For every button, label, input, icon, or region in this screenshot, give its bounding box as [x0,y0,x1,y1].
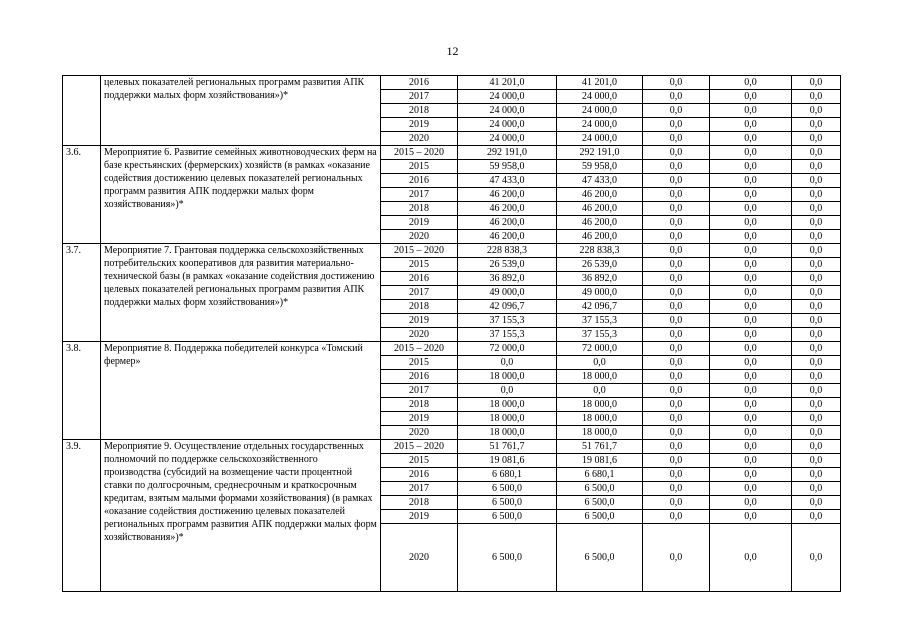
federal-budget-cell: 0,0 [643,314,710,328]
other-sources-cell: 0,0 [792,244,841,258]
total-cell: 6 500,0 [458,482,557,496]
table-row [63,76,841,90]
total-cell: 0,0 [458,356,557,370]
regional-budget-cell: 24 000,0 [557,90,643,104]
period-cell: 2020 [381,230,458,244]
local-budget-cell: 0,0 [710,496,792,510]
federal-budget-cell: 0,0 [643,412,710,426]
total-cell: 18 000,0 [458,370,557,384]
total-cell: 19 081,6 [458,454,557,468]
federal-budget-cell: 0,0 [643,482,710,496]
regional-budget-cell: 19 081,6 [557,454,643,468]
local-budget-cell: 0,0 [710,454,792,468]
federal-budget-cell: 0,0 [643,146,710,160]
federal-budget-cell: 0,0 [643,454,710,468]
regional-budget-cell: 292 191,0 [557,146,643,160]
local-budget-cell: 0,0 [710,356,792,370]
period-cell: 2019 [381,216,458,230]
other-sources-cell: 0,0 [792,146,841,160]
regional-budget-cell: 24 000,0 [557,132,643,146]
item-number: 3.6. [63,146,101,244]
other-sources-cell: 0,0 [792,342,841,356]
local-budget-cell: 0,0 [710,258,792,272]
total-cell: 18 000,0 [458,412,557,426]
federal-budget-cell: 0,0 [643,398,710,412]
period-cell: 2015 – 2020 [381,244,458,258]
other-sources-cell: 0,0 [792,160,841,174]
regional-budget-cell: 36 892,0 [557,272,643,286]
period-cell: 2016 [381,370,458,384]
regional-budget-cell: 18 000,0 [557,412,643,426]
total-cell: 51 761,7 [458,440,557,454]
local-budget-cell: 0,0 [710,412,792,426]
period-cell: 2017 [381,90,458,104]
total-cell: 49 000,0 [458,286,557,300]
table-row [63,244,841,258]
local-budget-cell: 0,0 [710,188,792,202]
federal-budget-cell: 0,0 [643,370,710,384]
federal-budget-cell: 0,0 [643,90,710,104]
other-sources-cell: 0,0 [792,524,841,592]
other-sources-cell: 0,0 [792,258,841,272]
period-cell: 2017 [381,188,458,202]
period-cell: 2017 [381,286,458,300]
local-budget-cell: 0,0 [710,524,792,592]
regional-budget-cell: 26 539,0 [557,258,643,272]
other-sources-cell: 0,0 [792,370,841,384]
other-sources-cell: 0,0 [792,272,841,286]
total-cell: 24 000,0 [458,90,557,104]
regional-budget-cell: 18 000,0 [557,370,643,384]
item-name: Мероприятие 8. Поддержка победителей конкурса «Томский фермер» [101,342,381,440]
other-sources-cell: 0,0 [792,510,841,524]
total-cell: 42 096,7 [458,300,557,314]
other-sources-cell: 0,0 [792,76,841,90]
total-cell: 46 200,0 [458,202,557,216]
total-cell: 6 500,0 [458,510,557,524]
period-cell: 2015 – 2020 [381,440,458,454]
item-number: 3.9. [63,440,101,592]
federal-budget-cell: 0,0 [643,286,710,300]
federal-budget-cell: 0,0 [643,202,710,216]
period-cell: 2015 [381,258,458,272]
regional-budget-cell: 37 155,3 [557,314,643,328]
regional-budget-cell: 49 000,0 [557,286,643,300]
federal-budget-cell: 0,0 [643,104,710,118]
regional-budget-cell: 46 200,0 [557,230,643,244]
regional-budget-cell: 46 200,0 [557,216,643,230]
item-name: целевых показателей региональных программ развития АПК поддержки малых форм хозяйствования»)* [101,76,381,146]
period-cell: 2017 [381,482,458,496]
period-cell: 2016 [381,468,458,482]
federal-budget-cell: 0,0 [643,356,710,370]
local-budget-cell: 0,0 [710,426,792,440]
period-cell: 2015 [381,160,458,174]
local-budget-cell: 0,0 [710,216,792,230]
federal-budget-cell: 0,0 [643,132,710,146]
regional-budget-cell: 42 096,7 [557,300,643,314]
local-budget-cell: 0,0 [710,510,792,524]
item-name: Мероприятие 6. Развитие семейных животноводческих ферм на базе крестьянских (фермерских) хозяйств (в рамках «оказание содействия достижению целевых показателей региональных программ развития АПК поддержки малых форм хозяйствования»)* [101,146,381,244]
total-cell: 72 000,0 [458,342,557,356]
local-budget-cell: 0,0 [710,202,792,216]
federal-budget-cell: 0,0 [643,188,710,202]
local-budget-cell: 0,0 [710,160,792,174]
other-sources-cell: 0,0 [792,132,841,146]
federal-budget-cell: 0,0 [643,76,710,90]
period-cell: 2018 [381,104,458,118]
federal-budget-cell: 0,0 [643,272,710,286]
local-budget-cell: 0,0 [710,468,792,482]
period-cell: 2020 [381,132,458,146]
other-sources-cell: 0,0 [792,90,841,104]
other-sources-cell: 0,0 [792,482,841,496]
other-sources-cell: 0,0 [792,412,841,426]
other-sources-cell: 0,0 [792,202,841,216]
item-number: 3.8. [63,342,101,440]
federal-budget-cell: 0,0 [643,216,710,230]
item-name: Мероприятие 7. Грантовая поддержка сельскохозяйственных потребительских кооперативов для развития материально-технической базы (в рамках «оказание содействия достижению целевых показателей региональных программ развития АПК поддержки малых форм хозяйствования»)* [101,244,381,342]
period-cell: 2019 [381,118,458,132]
other-sources-cell: 0,0 [792,398,841,412]
total-cell: 0,0 [458,384,557,398]
total-cell: 24 000,0 [458,132,557,146]
regional-budget-cell: 47 433,0 [557,174,643,188]
regional-budget-cell: 6 500,0 [557,510,643,524]
period-cell: 2020 [381,328,458,342]
federal-budget-cell: 0,0 [643,244,710,258]
federal-budget-cell: 0,0 [643,468,710,482]
local-budget-cell: 0,0 [710,300,792,314]
federal-budget-cell: 0,0 [643,160,710,174]
total-cell: 47 433,0 [458,174,557,188]
regional-budget-cell: 46 200,0 [557,202,643,216]
other-sources-cell: 0,0 [792,230,841,244]
other-sources-cell: 0,0 [792,188,841,202]
regional-budget-cell: 228 838,3 [557,244,643,258]
regional-budget-cell: 6 500,0 [557,496,643,510]
local-budget-cell: 0,0 [710,370,792,384]
local-budget-cell: 0,0 [710,328,792,342]
federal-budget-cell: 0,0 [643,258,710,272]
regional-budget-cell: 0,0 [557,384,643,398]
period-cell: 2016 [381,174,458,188]
item-number: 3.7. [63,244,101,342]
federal-budget-cell: 0,0 [643,510,710,524]
regional-budget-cell: 41 201,0 [557,76,643,90]
other-sources-cell: 0,0 [792,286,841,300]
federal-budget-cell: 0,0 [643,426,710,440]
period-cell: 2018 [381,300,458,314]
federal-budget-cell: 0,0 [643,300,710,314]
other-sources-cell: 0,0 [792,314,841,328]
table-row [63,146,841,160]
regional-budget-cell: 0,0 [557,356,643,370]
regional-budget-cell: 6 680,1 [557,468,643,482]
budget-table-body [63,76,841,592]
period-cell: 2019 [381,314,458,328]
total-cell: 228 838,3 [458,244,557,258]
period-cell: 2015 – 2020 [381,146,458,160]
local-budget-cell: 0,0 [710,286,792,300]
local-budget-cell: 0,0 [710,76,792,90]
period-cell: 2019 [381,510,458,524]
period-cell: 2015 [381,356,458,370]
other-sources-cell: 0,0 [792,468,841,482]
local-budget-cell: 0,0 [710,146,792,160]
federal-budget-cell: 0,0 [643,496,710,510]
federal-budget-cell: 0,0 [643,174,710,188]
regional-budget-cell: 24 000,0 [557,118,643,132]
other-sources-cell: 0,0 [792,118,841,132]
total-cell: 36 892,0 [458,272,557,286]
period-cell: 2020 [381,426,458,440]
other-sources-cell: 0,0 [792,440,841,454]
table-row [63,342,841,356]
other-sources-cell: 0,0 [792,496,841,510]
period-cell: 2020 [381,524,458,592]
regional-budget-cell: 6 500,0 [557,482,643,496]
local-budget-cell: 0,0 [710,174,792,188]
total-cell: 26 539,0 [458,258,557,272]
total-cell: 24 000,0 [458,104,557,118]
federal-budget-cell: 0,0 [643,328,710,342]
other-sources-cell: 0,0 [792,216,841,230]
total-cell: 37 155,3 [458,314,557,328]
local-budget-cell: 0,0 [710,230,792,244]
total-cell: 37 155,3 [458,328,557,342]
local-budget-cell: 0,0 [710,314,792,328]
total-cell: 46 200,0 [458,230,557,244]
local-budget-cell: 0,0 [710,272,792,286]
other-sources-cell: 0,0 [792,454,841,468]
federal-budget-cell: 0,0 [643,440,710,454]
regional-budget-cell: 59 958,0 [557,160,643,174]
other-sources-cell: 0,0 [792,328,841,342]
period-cell: 2019 [381,412,458,426]
period-cell: 2015 [381,454,458,468]
period-cell: 2018 [381,202,458,216]
regional-budget-cell: 18 000,0 [557,398,643,412]
local-budget-cell: 0,0 [710,104,792,118]
regional-budget-cell: 46 200,0 [557,188,643,202]
total-cell: 6 500,0 [458,496,557,510]
local-budget-cell: 0,0 [710,244,792,258]
regional-budget-cell: 51 761,7 [557,440,643,454]
budget-table [62,75,841,592]
local-budget-cell: 0,0 [710,482,792,496]
regional-budget-cell: 24 000,0 [557,104,643,118]
period-cell: 2018 [381,496,458,510]
total-cell: 46 200,0 [458,216,557,230]
regional-budget-cell: 37 155,3 [557,328,643,342]
local-budget-cell: 0,0 [710,342,792,356]
period-cell: 2015 – 2020 [381,342,458,356]
regional-budget-cell: 18 000,0 [557,426,643,440]
total-cell: 59 958,0 [458,160,557,174]
federal-budget-cell: 0,0 [643,342,710,356]
total-cell: 18 000,0 [458,426,557,440]
total-cell: 6 500,0 [458,524,557,592]
total-cell: 6 680,1 [458,468,557,482]
item-name: Мероприятие 9. Осуществление отдельных государственных полномочий по поддержке сельскохозяйственного производства (субсидий на возмещение части процентной ставки по долгосрочным, среднесрочным и краткосрочным кредитам, взятым малыми формами хозяйствования) (в рамках «оказание содействия достижению целевых показателей региональных программ развития АПК поддержки малых форм хозяйствования»)* [101,440,381,592]
total-cell: 41 201,0 [458,76,557,90]
table-row [63,440,841,454]
other-sources-cell: 0,0 [792,104,841,118]
local-budget-cell: 0,0 [710,384,792,398]
local-budget-cell: 0,0 [710,440,792,454]
item-number [63,76,101,146]
local-budget-cell: 0,0 [710,132,792,146]
period-cell: 2016 [381,272,458,286]
period-cell: 2018 [381,398,458,412]
local-budget-cell: 0,0 [710,90,792,104]
federal-budget-cell: 0,0 [643,524,710,592]
other-sources-cell: 0,0 [792,300,841,314]
federal-budget-cell: 0,0 [643,230,710,244]
local-budget-cell: 0,0 [710,118,792,132]
federal-budget-cell: 0,0 [643,118,710,132]
period-cell: 2017 [381,384,458,398]
other-sources-cell: 0,0 [792,356,841,370]
total-cell: 292 191,0 [458,146,557,160]
period-cell: 2016 [381,76,458,90]
other-sources-cell: 0,0 [792,174,841,188]
total-cell: 46 200,0 [458,188,557,202]
total-cell: 18 000,0 [458,398,557,412]
regional-budget-cell: 6 500,0 [557,524,643,592]
total-cell: 24 000,0 [458,118,557,132]
other-sources-cell: 0,0 [792,426,841,440]
regional-budget-cell: 72 000,0 [557,342,643,356]
other-sources-cell: 0,0 [792,384,841,398]
page-number: 12 [446,44,459,58]
federal-budget-cell: 0,0 [643,384,710,398]
local-budget-cell: 0,0 [710,398,792,412]
